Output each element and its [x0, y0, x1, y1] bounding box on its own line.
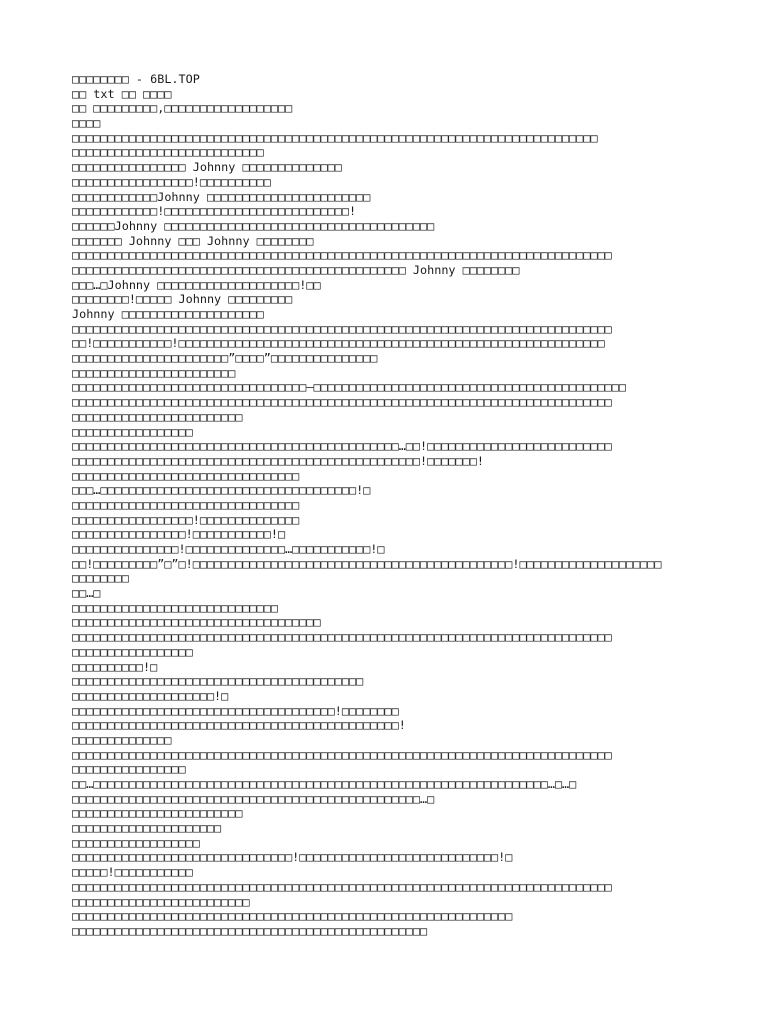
text-line: □□□□□□□□□□□□□□□□□	[72, 424, 193, 439]
text-line: Johnny □□□□□□□□□□□□□□□□□□□□	[72, 307, 264, 321]
text-line: □□□□□□□□	[72, 571, 129, 586]
text-line: □□□□□□□□□□□□□□□□□□□□□□□□□□□□□□□□□□□□□□□□□□□□□□!	[72, 718, 406, 733]
text-line: □□□□□□□□□□□□□□□□ Johnny □□□□□□□□□□□□□□	[72, 160, 342, 175]
text-line: □□□□□□□□□□□□□□□□□□□□□□□	[72, 365, 236, 380]
text-line: □□□□□□□□□□□□□□□□□	[72, 644, 193, 659]
text-line: □□□□□□□□□□□□□□□□□□□□□	[72, 821, 222, 836]
text-line: □□□□□□□□□□□□□□□□□□□□□□□□□□□□□□□□□□□□□□□□□□□□□□…□□!□□□□□□□□□□□□□□□□□□□□□□□□□□	[72, 439, 612, 454]
text-line: □□□□□□□□□□□□□□□□□□□□□□”□□□□”□□□□□□□□□□□□□□□	[72, 351, 378, 366]
document-title: □□□□□□□□ - 6BL.TOP	[72, 72, 200, 86]
text-line: □□□□□□□□□□□□□□□□□□□□□□□□□□□□□□□□□□□□□□□□□□□□□□□□□□□□□□□□□□□□□□□□□□□□□□□□□□	[72, 130, 598, 145]
text-line: □□□□□□□□□□□□□□□□□□□□□□□□□□□□□□□□□□□□□□□□□□□□□□□□□□□□□□□□□□□□□□□□□□□□□□□□□□□□	[72, 630, 612, 645]
text-line: □□□□□□□□□□□□□□□□□□□□□□□□□□□	[72, 145, 264, 160]
text-line: □□□□□□□□□□□□□□□□□□□□□□□□	[72, 409, 243, 424]
text-line: □□…□□□□□□□□□□□□□□□□□□□□□□□□□□□□□□□□□□□□□□□□□□□□□□□□□□□□□□□□□□□□□□□□…□…□	[72, 777, 577, 791]
text-line: □□□□□□□□□□□□!□□□□□□□□□□□□□□□□□□□□□□□□□□!	[72, 204, 357, 219]
text-line: □□□□□□□□□□□□□□	[72, 732, 172, 747]
text-line: □□□□□□□□□□□□□□□□□!□□□□□□□□□□□□□□	[72, 512, 300, 527]
text-line: □□□…□Johnny □□□□□□□□□□□□□□□□□□□□!□□	[72, 277, 321, 292]
text-line: □□!□□□□□□□□□”□”□!□□□□□□□□□□□□□□□□□□□□□□□□□□□□□□□□□□□□□□□□□□□□□!□□□□□□□□□□□□□□□□□□□□	[72, 556, 662, 571]
text-line: □□□□□□□□□□□□□□□□□□□□□□□□□□□□□	[72, 600, 278, 615]
text-line: □□□□□□□□□□□□□□□□□□□□□□□□□□□□□□□□	[72, 468, 300, 483]
text-line: □□□□□□□□□□□□□□□□□□□□□□□□□□□□□□□□□□□□□□□□□□□□□□□□□□□□□□□□□□□□□□□□□□□□□□□□□□□□	[72, 248, 612, 263]
text-line: □□□□□!□□□□□□□□□□□	[72, 865, 193, 880]
text-line: □□…□	[72, 586, 101, 601]
text-line: □□□□□□□□□□□□□□□□□□□□□□□□□□□□□□□□□□□□□!□□□□□□□□	[72, 703, 399, 718]
text-line: □□□□	[72, 116, 101, 131]
text-line: □□□□□□□□□□□□□□□□□□□□□□□□□□□□□□□□□□□□□□□□□□□□□□□□□□	[72, 923, 428, 938]
text-line: □□□□□□□□□□□□□□□□□□□□□□□□□□□□□□□□□□□□□□□□□□□□□□□ Johnny □□□□□□□□	[72, 262, 520, 277]
text-line: □□□□□□□ Johnny □□□ Johnny □□□□□□□□	[72, 233, 314, 248]
text-line: □□□□□□□□□□□□□□□□□□□□□□□□□□□□□□□!□□□□□□□□□□□□□□□□□□□□□□□□□□□□!□	[72, 850, 513, 865]
text-line: □□ txt □□ □□□□	[72, 86, 172, 101]
text-line: □□□□□□□□□□□□□□□□□□□□□□□□□	[72, 894, 250, 909]
text-line: □□□□□□□□□□□□□□□□□□□□□□□□□□□□□□□□□□□□□□□□□	[72, 674, 364, 689]
text-line: □□□□□□□□□□□□□□□□□□□□□□□□□□□□□□□□□□□□□□□□□□□□□□□□□!□□□□□□□!	[72, 453, 484, 468]
text-line: □□□□□□□□□□□□□□□□□□□□!□	[72, 688, 229, 703]
text-line: □□□□□□□□□□□□□□□□□□□□□□□□□□□□□□□□□□□□□□□□□□□□□□□□□□□□□□□□□□□□□□□□□□□□□□□□□□□□	[72, 395, 612, 410]
text-line: □□□□□□□□□□□□□□□□□□□□□□□□□□□□□□□□	[72, 497, 300, 512]
text-line: □□□□□□□□□□□□□□□□□□□□□□□□□□□□□□□□□□□□□□□□□□□□□□□□□□□□□□□□□□□□□□□□□□□□□□□□□□□□	[72, 879, 612, 894]
text-line: □□ □□□□□□□□□,□□□□□□□□□□□□□□□□□□	[72, 101, 293, 116]
text-line: □□□□□□□□□□□□Johnny □□□□□□□□□□□□□□□□□□□□□□□	[72, 189, 371, 204]
text-line: □□□□□□□□□□!□	[72, 659, 158, 674]
text-line: □□□…□□□□□□□□□□□□□□□□□□□□□□□□□□□□□□□□□□□□!□	[72, 483, 371, 498]
text-line: □□□□□□□□□□□□□□□□□□□□□□□□□□□□□□□□□□□□□□□□□□□□□□□□□□□□□□□□□□□□□□	[72, 909, 513, 924]
text-line: □□□□□□Johnny □□□□□□□□□□□□□□□□□□□□□□□□□□□□□□□□□□□□□□	[72, 218, 435, 233]
text-line: □□□□□□□□□□□□□□□□□□□□□□□□□□□□□□□□□□□	[72, 615, 321, 630]
text-line: □□!□□□□□□□□□□□!□□□□□□□□□□□□□□□□□□□□□□□□□□□□□□□□□□□□□□□□□□□□□□□□□□□□□□□□□□□□	[72, 336, 605, 351]
text-line: □□□□□□□□□□□□□□□□□□□□□□□□□□□□□□□□□□□□□□□□□□□□□□□□□□□□□□□□□□□□□□□□□□□□□□□□□□□□	[72, 747, 612, 762]
text-line: □□□□□□□□□□□□□□□!□□□□□□□□□□□□□□…□□□□□□□□□□□!□	[72, 542, 385, 556]
document-body	[72, 72, 712, 939]
text-line: □□□□□□□□□□□□□□□□□□□□□□□□□□□□□□□□□—□□□□□□□□□□□□□□□□□□□□□□□□□□□□□□□□□□□□□□□□□□□□	[72, 380, 626, 395]
text-line: □□□□□□□□□□□□□□□□	[72, 762, 186, 777]
text-line: □□□□□□□□□□□□□□□□!□□□□□□□□□□□!□	[72, 527, 286, 542]
text-line: □□□□□□□□□□□□□□□□□□□□□□□□□□□□□□□□□□□□□□□□□□□□□□□□□□□□□□□□□□□□□□□□□□□□□□□□□□□□	[72, 321, 612, 336]
text-line: □□□□□□□□□□□□□□□□□!□□□□□□□□□□	[72, 174, 271, 189]
text-line: □□□□□□□□□□□□□□□□□□	[72, 835, 200, 850]
text-line: □□□□□□□□□□□□□□□□□□□□□□□□□□□□□□□□□□□□□□□□□□□□□□□□□…□	[72, 791, 435, 806]
text-line: □□□□□□□□□□□□□□□□□□□□□□□□	[72, 806, 243, 821]
text-line: □□□□□□□□!□□□□□ Johnny □□□□□□□□□	[72, 292, 293, 307]
